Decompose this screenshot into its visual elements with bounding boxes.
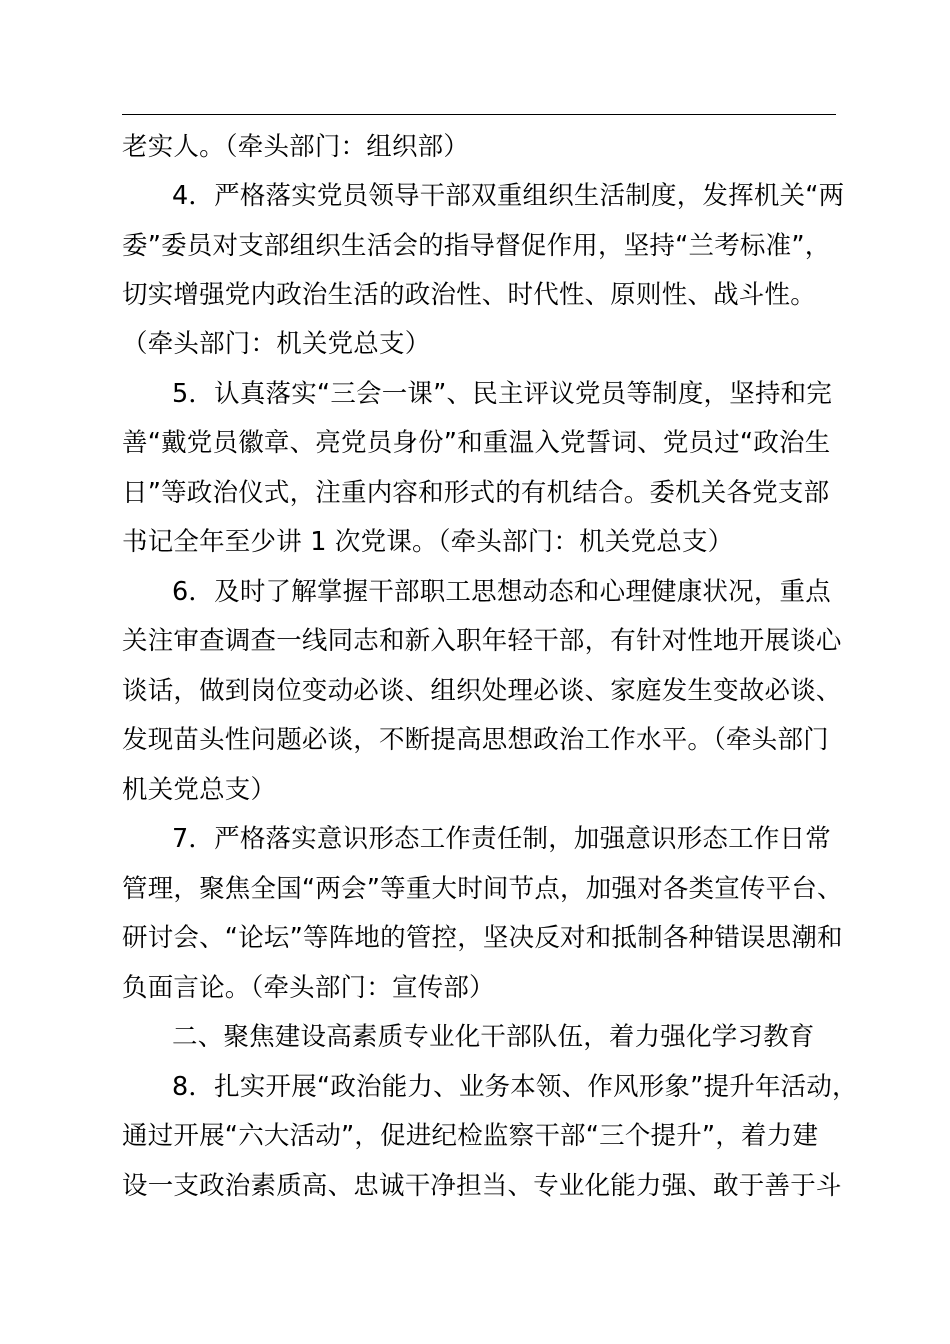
text-line: 通过开展“六大活动”，促进纪检监察干部“三个提升”，着力建 bbox=[122, 1121, 819, 1151]
text-line: 老实人。（牵头部门：组织部） bbox=[122, 132, 470, 162]
text-line: 4．严格落实党员领导干部双重组织生活制度，发挥机关“两 bbox=[172, 181, 845, 211]
text-line: 负面言论。（牵头部门：宣传部） bbox=[122, 973, 495, 1003]
text-line: 7．严格落实意识形态工作责任制，加强意识形态工作日常 bbox=[172, 824, 831, 854]
text-line: 5．认真落实“三会一课”、民主评议党员等制度，坚持和完 bbox=[172, 379, 833, 409]
text-line: 6．及时了解掌握干部职工思想动态和心理健康状况，重点 bbox=[172, 577, 831, 607]
text-line: 善“戴党员徽章、亮党员身份”和重温入党誓词、党员过“政治生 bbox=[122, 428, 831, 458]
section-heading: 二、聚焦建设高素质专业化干部队伍，着力强化学习教育 bbox=[172, 1022, 815, 1052]
text-line: （牵头部门：机关党总支） bbox=[122, 329, 431, 359]
text-line: 切实增强党内政治生活的政治性、时代性、原则性、战斗性。 bbox=[122, 280, 816, 310]
text-line: 研讨会、“论坛”等阵地的管控，坚决反对和抵制各种错误思潮和 bbox=[122, 923, 843, 953]
text-line: 8．扎实开展“政治能力、业务本领、作风形象”提升年活动， bbox=[172, 1072, 858, 1102]
text-line: 书记全年至少讲 1 次党课。（牵头部门：机关党总支） bbox=[122, 527, 734, 557]
text-line: 委”委员对支部组织生活会的指导督促作用，坚持“兰考标准”， bbox=[122, 231, 831, 261]
text-line: 关注审查调查一线同志和新入职年轻干部，有针对性地开展谈心 bbox=[122, 626, 842, 656]
text-line: 机关党总支） bbox=[122, 775, 277, 805]
text-line: 发现苗头性问题必谈，不断提高思想政治工作水平。（牵头部门 bbox=[122, 725, 829, 755]
text-line: 日”等政治仪式，注重内容和形式的有机结合。委机关各党支部 bbox=[122, 478, 830, 508]
header-rule bbox=[122, 114, 836, 115]
text-line: 管理，聚焦全国“两会”等重大时间节点，加强对各类宣传平台、 bbox=[122, 874, 843, 904]
text-line: 设一支政治素质高、忠诚干净担当、专业化能力强、敢于善于斗 bbox=[122, 1171, 842, 1201]
text-line: 谈话，做到岗位变动必谈、组织处理必谈、家庭发生变故必谈、 bbox=[122, 676, 842, 706]
